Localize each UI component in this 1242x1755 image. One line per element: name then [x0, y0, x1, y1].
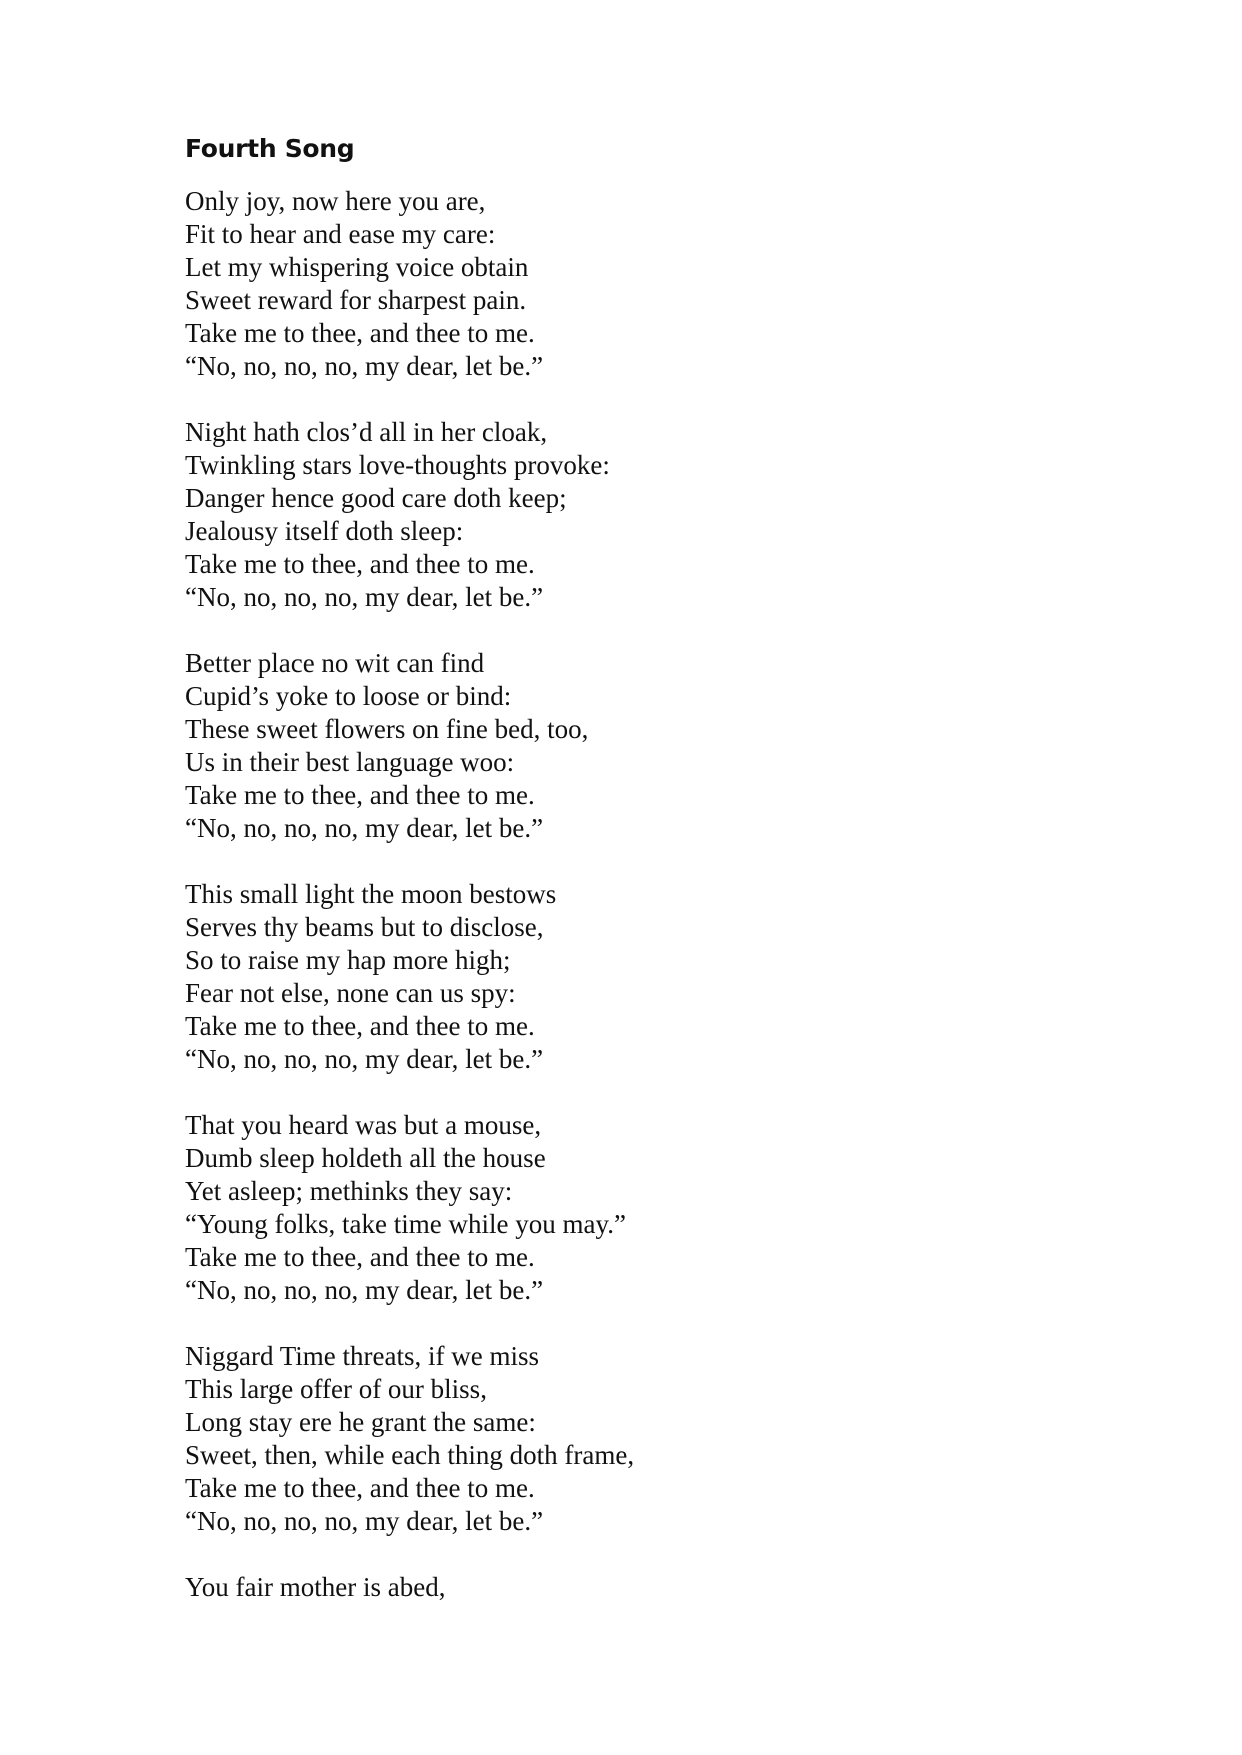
stanza-5	[185, 1109, 1085, 1307]
poem-line: Danger hence good care doth keep;	[185, 483, 567, 513]
poem-line: “No, no, no, no, my dear, let be.”	[185, 351, 544, 381]
poem-line: Niggard Time threats, if we miss	[185, 1341, 539, 1371]
poem-line: Dumb sleep holdeth all the house	[185, 1143, 546, 1173]
poem-line: So to raise my hap more high;	[185, 945, 511, 975]
poem-line: Serves thy beams but to disclose,	[185, 912, 544, 942]
poem-line: “No, no, no, no, my dear, let be.”	[185, 1044, 544, 1074]
poem-line: Take me to thee, and thee to me.	[185, 549, 535, 579]
poem-line: “No, no, no, no, my dear, let be.”	[185, 1506, 544, 1536]
poem-line: Cupid’s yoke to loose or bind:	[185, 681, 512, 711]
poem-line: That you heard was but a mouse,	[185, 1110, 542, 1140]
poem-line: Jealousy itself doth sleep:	[185, 516, 464, 546]
poem	[185, 133, 1085, 1637]
stanza-list	[185, 185, 1085, 1604]
poem-line: Us in their best language woo:	[185, 747, 515, 777]
poem-line: Fit to hear and ease my care:	[185, 219, 496, 249]
poem-line: Long stay ere he grant the same:	[185, 1407, 536, 1437]
stanza-7	[185, 1571, 1085, 1604]
poem-line: You fair mother is abed,	[185, 1572, 446, 1602]
poem-title: Fourth Song	[185, 134, 355, 163]
poem-line: Sweet reward for sharpest pain.	[185, 285, 527, 315]
poem-line: Better place no wit can find	[185, 648, 485, 678]
poem-line: “No, no, no, no, my dear, let be.”	[185, 813, 544, 843]
poem-line: This small light the moon bestows	[185, 879, 557, 909]
poem-line: Sweet, then, while each thing doth frame,	[185, 1440, 635, 1470]
stanza-3	[185, 647, 1085, 845]
stanza-2	[185, 416, 1085, 614]
poem-line: Yet asleep; methinks they say:	[185, 1176, 513, 1206]
poem-line: “Young folks, take time while you may.”	[185, 1209, 626, 1239]
poem-line: Take me to thee, and thee to me.	[185, 1473, 535, 1503]
poem-line: Only joy, now here you are,	[185, 186, 486, 216]
poem-line: Take me to thee, and thee to me.	[185, 780, 535, 810]
poem-line: Take me to thee, and thee to me.	[185, 1242, 535, 1272]
poem-line: Let my whispering voice obtain	[185, 252, 529, 282]
poem-line: Take me to thee, and thee to me.	[185, 1011, 535, 1041]
stanza-6	[185, 1340, 1085, 1538]
poem-line: These sweet flowers on fine bed, too,	[185, 714, 589, 744]
poem-line: Twinkling stars love-thoughts provoke:	[185, 450, 610, 480]
poem-line: Take me to thee, and thee to me.	[185, 318, 535, 348]
poem-line: “No, no, no, no, my dear, let be.”	[185, 1275, 544, 1305]
poem-line: “No, no, no, no, my dear, let be.”	[185, 582, 544, 612]
poem-line: Fear not else, none can us spy:	[185, 978, 516, 1008]
poem-line: Night hath clos’d all in her cloak,	[185, 417, 548, 447]
poem-line: This large offer of our bliss,	[185, 1374, 487, 1404]
stanza-1	[185, 185, 1085, 383]
stanza-4	[185, 878, 1085, 1076]
